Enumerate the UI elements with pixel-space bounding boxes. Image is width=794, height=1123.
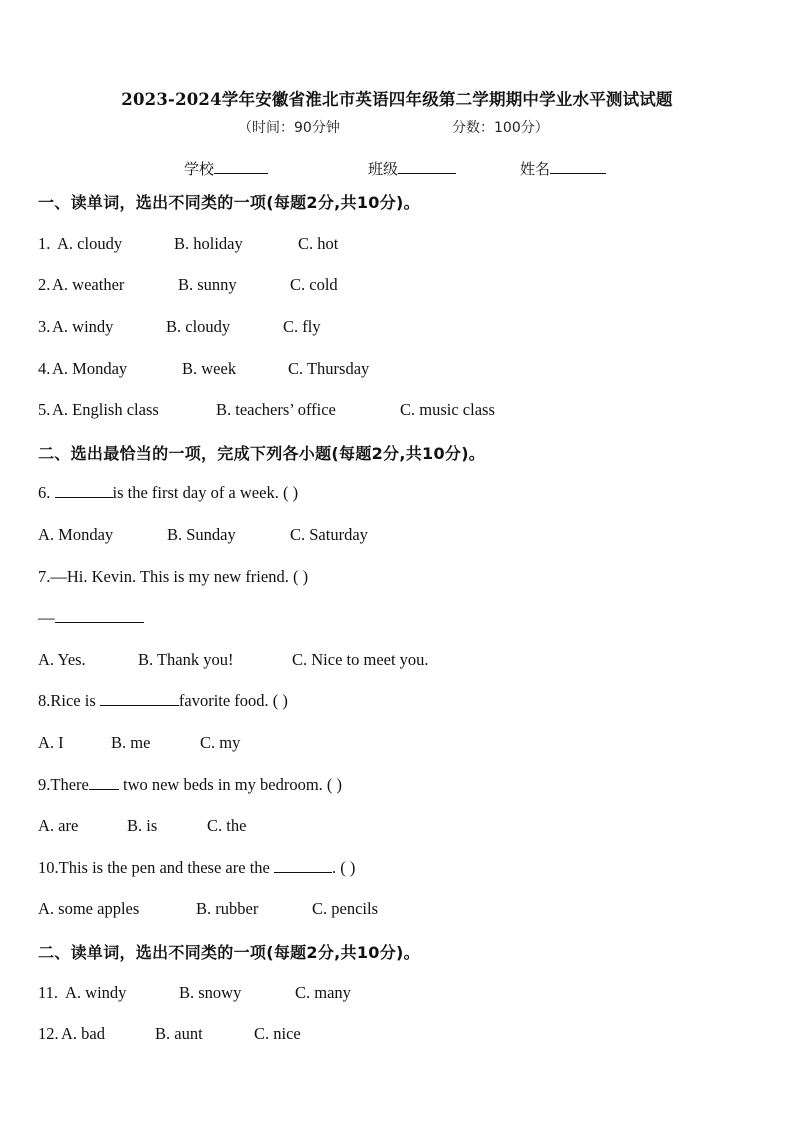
question-7-option-a[interactable]: A. Yes. [38,650,86,669]
question-5-number: 5. [38,400,51,419]
question-6-option-c[interactable]: C. Saturday [290,525,368,544]
question-11-option-a[interactable]: A. windy [65,983,127,1002]
question-9-option-a[interactable]: A. are [38,816,79,835]
question-8-option-c[interactable]: C. my [200,733,241,752]
question-5-option-c[interactable]: C. music class [400,400,495,419]
question-10-option-b[interactable]: B. rubber [196,899,259,918]
question-4-option-c[interactable]: C. Thursday [288,359,370,378]
question-4-option-a[interactable]: A. Monday [52,359,128,378]
question-12-option-c[interactable]: C. nice [254,1024,301,1043]
question-10-option-c[interactable]: C. pencils [312,899,378,918]
page-title: 2023-2024学年安徽省淮北市英语四年级第二学期期中学业水平测试试题 [121,90,673,109]
question-8-option-b[interactable]: B. me [111,733,151,752]
question-9-option-c[interactable]: C. the [207,816,247,835]
question-2-option-c[interactable]: C. cold [290,275,338,294]
question-6-text: is the first day of a week. ( ) [112,483,299,502]
question-8-blank[interactable] [100,691,179,706]
question-7-reply [38,608,144,628]
question-3-option-a[interactable]: A. windy [52,317,114,336]
question-4-number: 4. [38,359,51,378]
question-9-blank[interactable] [89,775,119,790]
question-4-option-b[interactable]: B. week [182,359,237,378]
question-10-blank[interactable] [274,858,332,873]
question-10-option-a[interactable]: A. some apples [38,899,140,918]
class-blank[interactable] [398,159,456,174]
question-11-number: 11. [38,983,59,1002]
class-label: 班级 [368,160,399,178]
question-11-option-b[interactable]: B. snowy [179,983,242,1002]
question-9-option-b[interactable]: B. is [127,816,158,835]
name-field [520,158,606,179]
score-info: 分数：100分） [452,120,549,136]
section-heading-2: 二、选出最恰当的一项，完成下列各小题(每题2分,共10分)。 [38,444,486,463]
question-9-text-after: two new beds in my bedroom. ( ) [118,775,343,794]
question-12-option-b[interactable]: B. aunt [155,1024,203,1043]
time-info: （时间：90分钟 [238,120,340,136]
question-8-stem [38,691,288,711]
section-heading-3: 二、读单词，选出不同类的一项(每题2分,共10分)。 [38,943,420,962]
question-10-text-before: 10.This is the pen and these are the [38,858,274,877]
question-8-option-a[interactable]: A. I [38,733,64,752]
question-5-option-b[interactable]: B. teachers’ office [216,400,336,419]
question-1-option-a[interactable]: A. cloudy [57,234,123,253]
question-6-number: 6. [38,483,55,502]
question-2-option-a[interactable]: A. weather [52,275,125,294]
name-label: 姓名 [520,160,551,178]
question-9-stem [38,775,342,795]
question-9-text-before: 9.There [38,775,89,794]
class-field [368,158,456,179]
name-blank[interactable] [550,159,606,174]
question-1-option-b[interactable]: B. holiday [174,234,243,253]
question-3-option-c[interactable]: C. fly [283,317,321,336]
school-field [184,158,268,179]
section-heading-1: 一、读单词，选出不同类的一项(每题2分,共10分)。 [38,193,420,212]
question-6-option-b[interactable]: B. Sunday [167,525,236,544]
question-7-option-c[interactable]: C. Nice to meet you. [292,650,429,669]
question-5-option-a[interactable]: A. English class [52,400,159,419]
question-6-option-a[interactable]: A. Monday [38,525,114,544]
question-10-stem [38,858,355,878]
question-7-dash: — [38,608,55,627]
school-blank[interactable] [214,159,268,174]
question-2-number: 2. [38,275,51,294]
question-3-number: 3. [38,317,51,336]
question-8-text-after: favorite food. ( ) [178,691,288,710]
question-7-stem: 7.—Hi. Kevin. This is my new friend. ( ) [38,567,309,586]
question-6-stem [38,483,298,503]
school-label: 学校 [184,160,215,178]
question-7-option-b[interactable]: B. Thank you! [138,650,234,669]
question-1-number: 1. [38,234,51,253]
question-7-blank[interactable] [55,608,144,623]
question-3-option-b[interactable]: B. cloudy [166,317,231,336]
question-6-blank[interactable] [55,483,113,498]
question-11-option-c[interactable]: C. many [295,983,351,1002]
question-8-text-before: 8.Rice is [38,691,100,710]
question-1-option-c[interactable]: C. hot [298,234,339,253]
question-10-text-after: . ( ) [331,858,356,877]
question-12-option-a[interactable]: A. bad [61,1024,105,1043]
question-12-number: 12. [38,1024,59,1043]
question-2-option-b[interactable]: B. sunny [178,275,237,294]
